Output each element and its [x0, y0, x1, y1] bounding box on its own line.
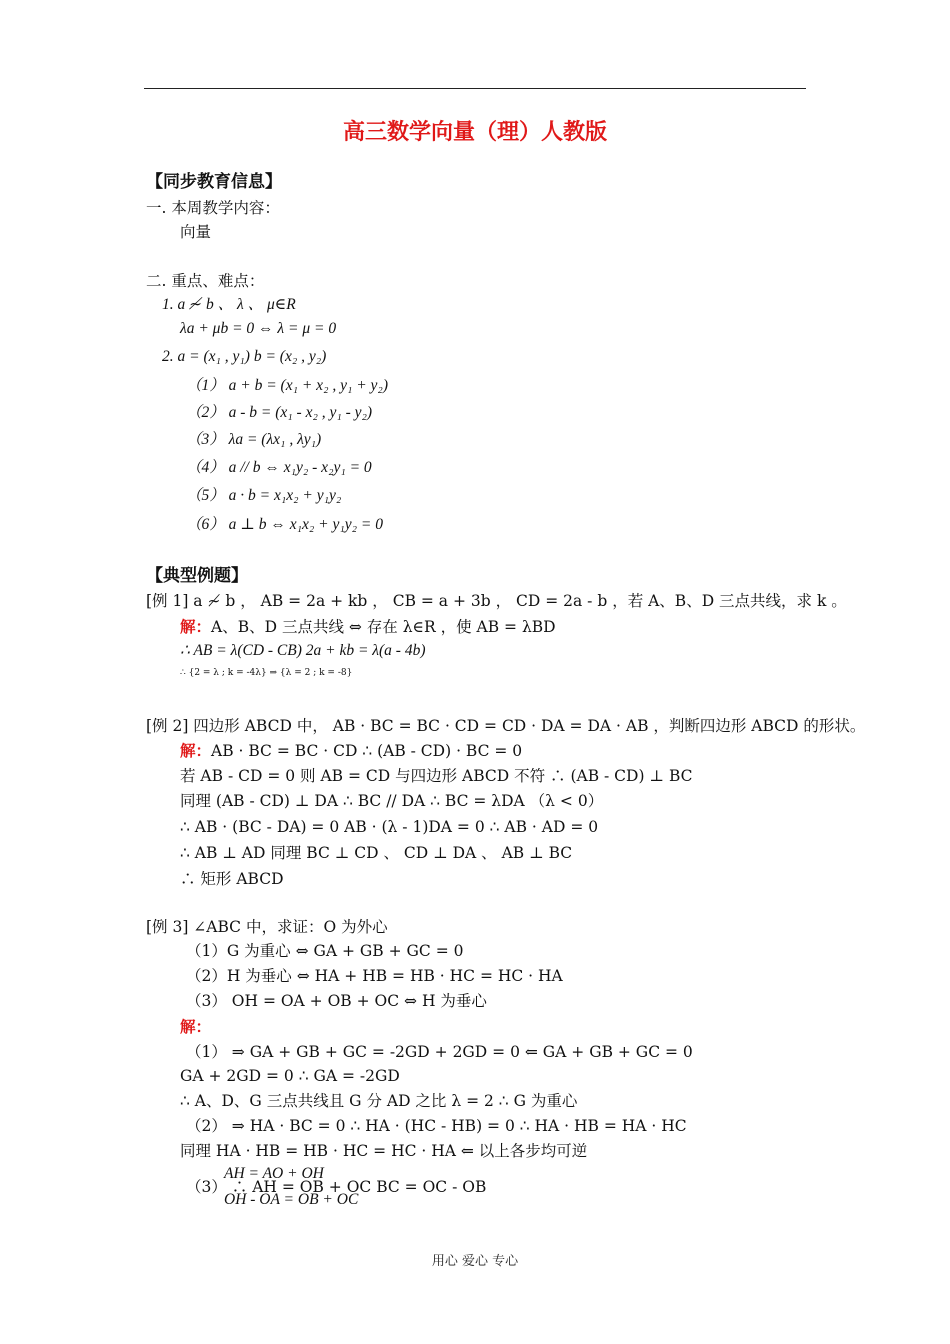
formula-line: AH = AO + OH — [224, 1165, 324, 1182]
page-footer: 用心 爱心 专心 — [431, 1254, 519, 1269]
solution-line: 解：A、B、D 三点共线 ⇔ 存在 λ∈R ，使 AB = λBD — [180, 617, 556, 636]
section-heading: 【典型例题】 — [146, 566, 248, 586]
text-line: 同理 (AB - CD) ⊥ DA ∴ BC // DA ∴ BC = λDA （λ < 0） — [180, 792, 604, 810]
text-line: （2） ⇒ HA · BC = 0 ∴ HA · (HC - HB) = 0 ∴ HA · HB = HA · HC — [186, 1117, 687, 1135]
text-line: GA + 2GD = 0 ∴ GA = -2GD — [180, 1067, 400, 1085]
example-2-statement: [例 2] 四边形 ABCD 中， AB · BC = BC · CD = CD · DA = DA · AB ，判断四边形 ABCD 的形状。 — [146, 717, 866, 735]
text-line: 同理 HA · HB = HB · HC = HC · HA ⇐ 以上各步均可逆 — [180, 1142, 588, 1160]
example-3-statement: [例 3] ∠ABC 中，求证：O 为外心 — [146, 918, 388, 936]
formula-line: 1. a ≁ b 、 λ 、 μ∈R — [162, 296, 296, 313]
text-line: （1）G 为重心 ⇔ GA + GB + GC = 0 — [186, 942, 464, 960]
solution-line: 解：AB · BC = BC · CD ∴ (AB - CD) · BC = 0 — [180, 741, 523, 760]
text-line: （3） ∴ AH = OB + OC BC = OC - OB — [186, 1178, 487, 1196]
text-line: 若 AB - CD = 0 则 AB = CD 与四边形 ABCD 不符 ∴ (AB - CD) ⊥ BC — [180, 767, 693, 785]
formula-line: （2） a - b = (x₁ - x₂ , y₁ - y₂) — [186, 404, 373, 421]
example-1-statement: [例 1] a ≁ b ， AB = 2a + kb ， CB = a + 3b ， CD = 2a - b ，若 A、B、D 三点共线，求 k 。 — [146, 592, 847, 610]
formula-line: （3） λa = (λx₁ , λy₁) — [186, 431, 322, 448]
formula-line: ∴ {2 = λ ; k = -4λ} ⇒ {λ = 2 ; k = -8} — [180, 668, 353, 678]
text-line: ∴ AB ⊥ AD 同理 BC ⊥ CD 、 CD ⊥ DA 、 AB ⊥ BC — [180, 844, 573, 862]
page-title: 高三数学向量（理）人教版 — [342, 120, 607, 145]
text-line: 一. 本周教学内容： — [146, 199, 280, 217]
text-line: ∴ A、D、G 三点共线且 G 分 AD 之比 λ = 2 ∴ G 为重心 — [180, 1092, 578, 1110]
formula-line: （4） a // b ⇔ x₁y₂ - x₂y₁ = 0 — [186, 459, 372, 476]
text-line: ∴ AB · (BC - DA) = 0 AB · (λ - 1)DA = 0 ∴ AB · AD = 0 — [180, 818, 599, 836]
solution-label: 解： — [180, 1017, 212, 1036]
section-heading: 【同步教育信息】 — [146, 172, 282, 192]
text-line: （2）H 为垂心 ⇔ HA + HB = HB · HC = HC · HA — [186, 967, 563, 985]
formula-line: 2. a = (x₁ , y₁) b = (x₂ , y₂) — [162, 348, 327, 365]
header-rule — [144, 88, 806, 89]
text-line: 二. 重点、难点： — [146, 272, 265, 290]
formula-line: （1） a + b = (x₁ + x₂ , y₁ + y₂) — [186, 377, 388, 394]
text-line: （1） ⇒ GA + GB + GC = -2GD + 2GD = 0 ⇐ GA + GB + GC = 0 — [186, 1043, 693, 1061]
formula-line: ∴ AB = λ(CD - CB) 2a + kb = λ(a - 4b) — [180, 642, 426, 659]
formula-line: OH - OA = OB + OC — [224, 1191, 359, 1208]
text-line: （3） OH = OA + OB + OC ⇔ H 为垂心 — [186, 992, 487, 1010]
solution-label: 解： — [180, 617, 212, 636]
solution-label: 解： — [180, 741, 212, 760]
text-line: 向量 — [180, 223, 212, 241]
formula-line: λa + μb = 0 ⇔ λ = μ = 0 — [180, 320, 337, 337]
formula-line: （5） a · b = x₁x₂ + y₁y₂ — [186, 487, 342, 504]
solution-line — [180, 1017, 211, 1037]
formula-line: （6） a ⊥ b ⇔ x₁x₂ + y₁y₂ = 0 — [186, 516, 383, 533]
text-line: ∴ 矩形 ABCD — [180, 870, 284, 888]
